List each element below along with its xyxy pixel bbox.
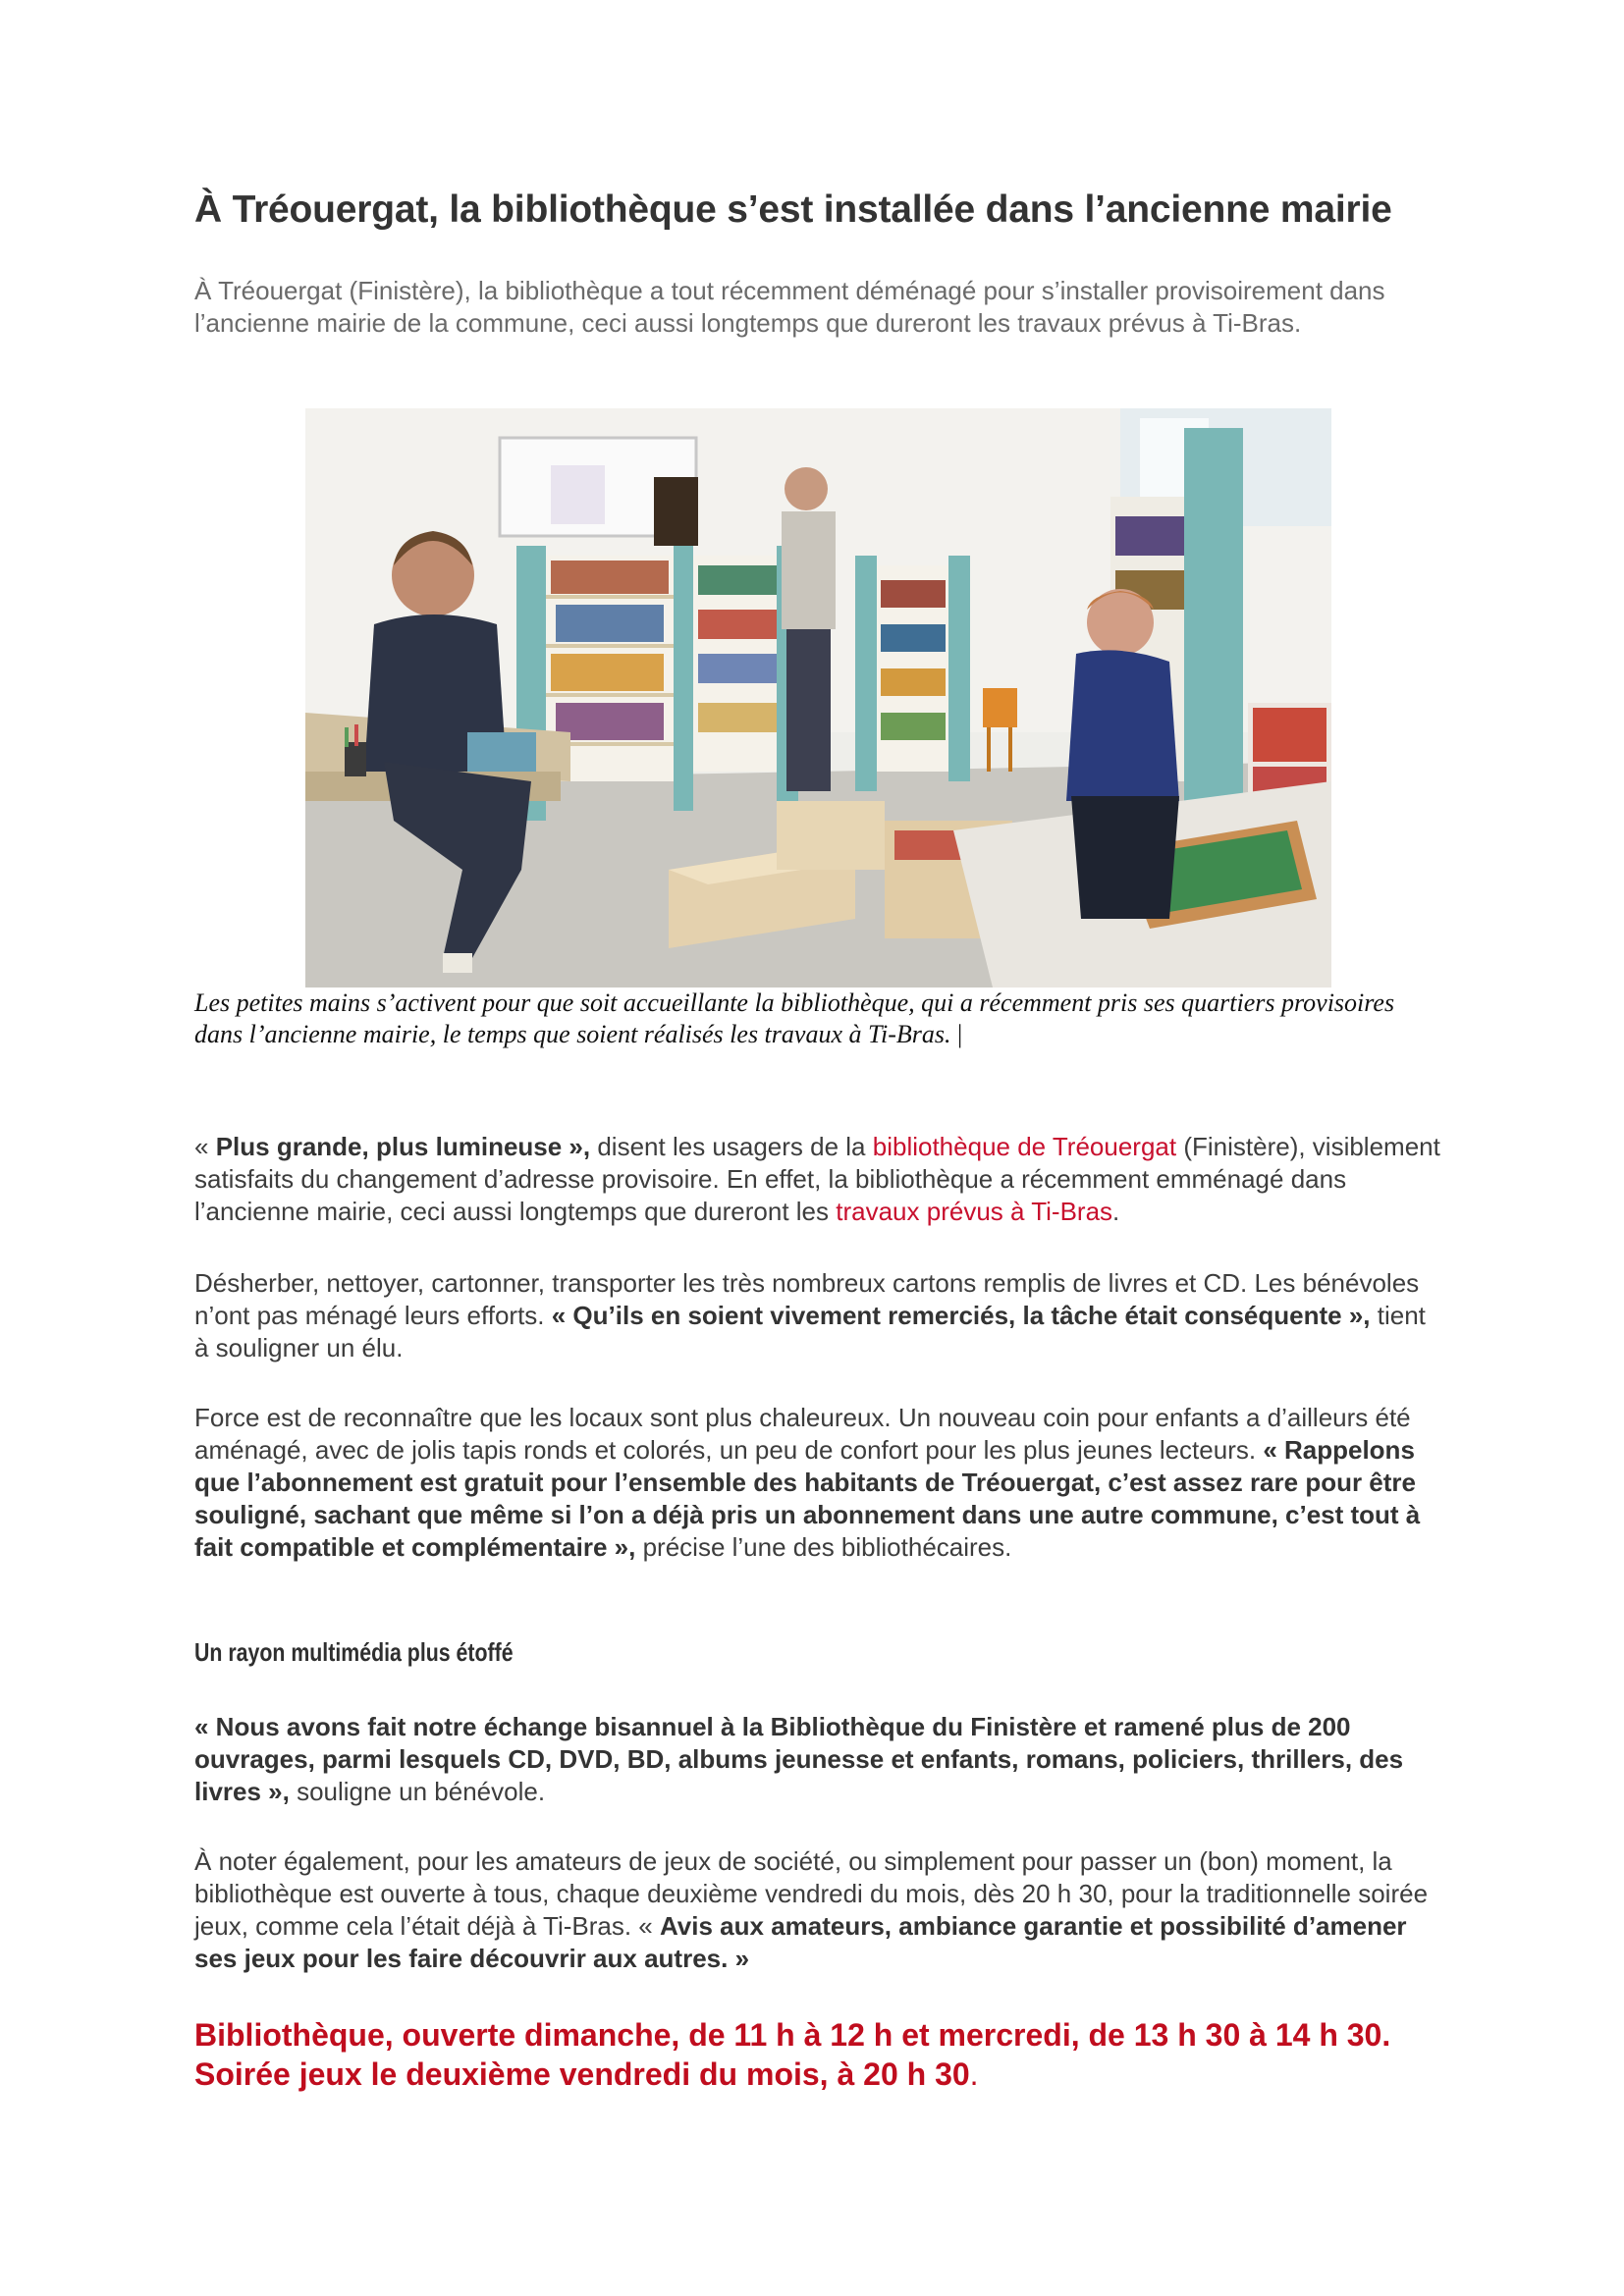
p5-quote: Avis aux amateurs, ambiance garantie et possibilité d’amener ses jeux pour les faire découvrir aux autres. » [194, 1911, 1407, 1973]
paragraph-4 [194, 1711, 1441, 1808]
p5-text-1: À noter également, pour les amateurs de jeux de société, ou simplement pour passer un (bon) moment, la bibliothèque est ouverte à tous, chaque deuxième vendredi du mois, dès 20 h 30, pour la traditionnelle soirée jeux, comme cela l’était déjà à Ti-Bras. « [194, 1846, 1429, 1941]
p3-quote: « Rappelons que l’abonnement est gratuit pour l’ensemble des habitants de Tréouergat, c’est assez rare pour être souligné, sachant que même si l’on a déjà pris un abonnement dans une autre commune, c’est tout à fait compatible et complémentaire », [194, 1435, 1421, 1562]
paragraph-3 [194, 1402, 1441, 1564]
p3-text-1: Force est de reconnaître que les locaux sont plus chaleureux. Un nouveau coin pour enfants a d’ailleurs été aménagé, avec de jolis tapis ronds et colorés, un peu de confort pour les plus jeunes lecteurs. [194, 1403, 1411, 1465]
paragraph-5 [194, 1845, 1441, 1975]
info-text: Bibliothèque, ouverte dimanche, de 11 h à 12 h et mercredi, de 13 h 30 à 14 h 30. Soirée jeux le deuxième vendredi du mois, à 20 h 30 [194, 2017, 1391, 2092]
p2-quote: « Qu’ils en soient vivement remerciés, la tâche était conséquente », [551, 1301, 1371, 1330]
p2-text-2: tient à souligner un élu. [194, 1301, 1426, 1362]
p1-text-2: (Finistère), visiblement satisfaits du changement d’adresse provisoire. En effet, la bibliothèque a récemment emménagé dans l’ancienne mairie, ceci aussi longtemps que dureront les [194, 1132, 1440, 1226]
paragraph-2 [194, 1267, 1441, 1364]
subheading: Un rayon multimédia plus étoffé [194, 1637, 514, 1667]
practical-info [194, 2015, 1441, 2094]
p1-text-3: . [1112, 1197, 1120, 1226]
article-lede: À Tréouergat (Finistère), la bibliothèque a tout récemment déménagé pour s’installer provisoirement dans l’ancienne mairie de la commune, ceci aussi longtemps que dureront les travaux prévus à Ti-Bras. [194, 276, 1385, 338]
p3-text-2: précise l’une des bibliothécaires. [635, 1532, 1012, 1562]
p1-text-1: disent les usagers de la [590, 1132, 873, 1161]
link-bibliotheque-treouergat[interactable]: bibliothèque de Tréouergat [872, 1132, 1177, 1161]
p4-text-1: souligne un bénévole. [289, 1777, 546, 1806]
p1-open: « [194, 1132, 216, 1161]
p1-quote: Plus grande, plus lumineuse », [215, 1132, 591, 1161]
p4-quote: « Nous avons fait notre échange bisannuel à la Bibliothèque du Finistère et ramené plus de 200 ouvrages, parmi lesquels CD, DVD, BD, albums jeunesse et enfants, romans, policiers, thrillers, des livres », [194, 1712, 1404, 1806]
caption-bar: | [957, 1020, 963, 1048]
paragraph-1 [194, 1131, 1441, 1228]
article-photo [305, 408, 1331, 988]
article-title: À Tréouergat, la bibliothèque s’est installée dans l’ancienne mairie [194, 188, 1392, 231]
photo-caption [194, 988, 1412, 1050]
caption-text: Les petites mains s’activent pour que soit accueillante la bibliothèque, qui a récemment pris ses quartiers provisoires dans l’ancienne mairie, le temps que soient réalisés les travaux à Ti-Bras. [194, 988, 1395, 1048]
info-end: . [969, 2056, 979, 2092]
p2-text-1: Désherber, nettoyer, cartonner, transporter les très nombreux cartons remplis de livres et CD. Les bénévoles n’ont pas ménagé leurs efforts. [194, 1268, 1420, 1330]
link-travaux-ti-bras[interactable]: travaux prévus à Ti-Bras [836, 1197, 1113, 1226]
